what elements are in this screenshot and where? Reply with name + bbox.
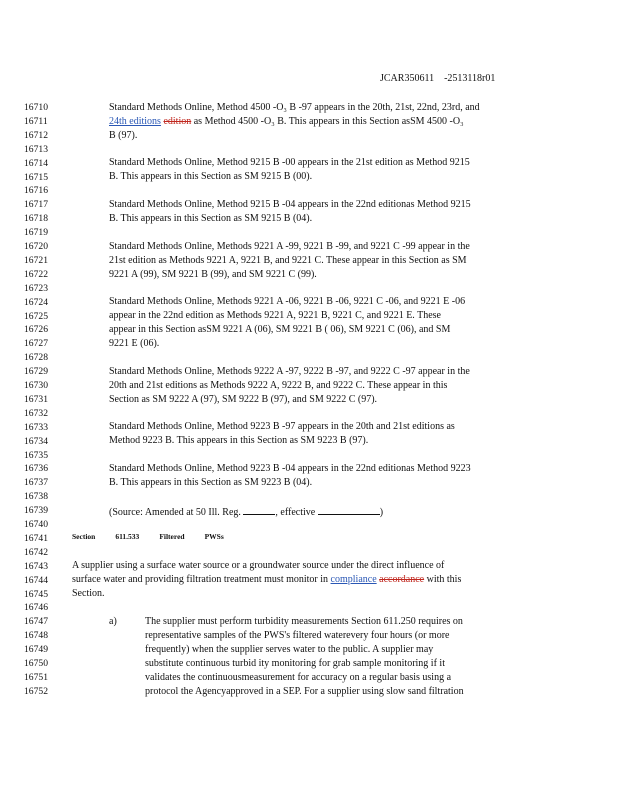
line-number: 16718 bbox=[24, 213, 48, 225]
line-number: 16725 bbox=[24, 310, 48, 322]
source-note: (Source: Amended at 50 Ill. Reg. , effective ) bbox=[109, 507, 384, 518]
text-line-16752: protocol the Agencyapproved in a SEP. For a supplier using slow sand filtration bbox=[145, 686, 464, 697]
line-number: 16730 bbox=[24, 380, 48, 391]
text-line-16727: 9221 E (06). bbox=[109, 338, 160, 349]
line-number: 16747 bbox=[24, 616, 48, 628]
text-line-16731: Section as SM 9222 A (97), SM 9222 B (97), and SM 9222 C (97). bbox=[109, 394, 378, 405]
line-number: 16710 bbox=[24, 102, 48, 113]
text-line-16718: B. This appears in this Section as SM 9215 B (04). bbox=[109, 213, 313, 224]
deleted-text: edition bbox=[163, 116, 192, 127]
text-line-16745: Section. bbox=[72, 588, 105, 599]
line-number: 16737 bbox=[24, 477, 48, 489]
text-line-16717: Standard Methods Online, Method 9215 B -04 appears in the 22nd editionas Method 9215 bbox=[109, 199, 471, 210]
line-number: 16752 bbox=[24, 685, 48, 697]
line-number: 16749 bbox=[24, 644, 48, 656]
text-line-16711: 24th editions edition as Method 4500 -O₃ B. This appears in this Section asSM 4500 -O₃ bbox=[109, 116, 464, 127]
line-number: 16716 bbox=[24, 185, 48, 197]
text-line-16747: The supplier must perform turbidity measurements Section 611.250 requires on bbox=[145, 616, 463, 627]
doc-revision: -2513118r01 bbox=[444, 73, 496, 84]
line-number: 16736 bbox=[24, 463, 48, 475]
line-number: 16750 bbox=[24, 658, 48, 669]
line-number: 16715 bbox=[24, 171, 48, 183]
text-line-16725: appear in the 22nd edition as Methods 9221 A, 9221 B, 9221 C, and 9221 E. These bbox=[109, 310, 441, 321]
inserted-text: compliance bbox=[330, 574, 377, 585]
text-line-16710: Standard Methods Online, Method 4500 -O₃ B -97 appears in the 20th, 21st, 22nd, 23rd, and bbox=[109, 102, 480, 113]
text-line-16720: Standard Methods Online, Methods 9221 A -99, 9221 B -99, and 9221 C -99 appear in the bbox=[109, 241, 470, 252]
line-number: 16740 bbox=[24, 519, 48, 530]
line-number: 16712 bbox=[24, 129, 48, 141]
text-line-16715: B. This appears in this Section as SM 9215 B (00). bbox=[109, 171, 313, 182]
line-number: 16733 bbox=[24, 421, 48, 433]
line-number: 16748 bbox=[24, 630, 48, 642]
line-number: 16720 bbox=[24, 241, 48, 252]
doc-id: JCAR350611 bbox=[380, 73, 435, 84]
text-line-16751: validates the continuousmeasurement for accuracy on a regular basis using a bbox=[145, 672, 452, 683]
line-number: 16741 bbox=[24, 532, 48, 544]
text-line-16733: Standard Methods Online, Method 9223 B -97 appears in the 20th and 21st editions as bbox=[109, 421, 455, 432]
text-line-16730: 20th and 21st editions as Methods 9222 A, 9222 B, and 9222 C. These appear in this bbox=[109, 380, 448, 391]
line-number: 16719 bbox=[24, 227, 48, 239]
line-number: 16743 bbox=[24, 560, 48, 572]
text-line-16736: Standard Methods Online, Method 9223 B -04 appears in the 22nd editionas Method 9223 bbox=[109, 463, 471, 474]
line-number: 16734 bbox=[24, 435, 48, 447]
text-line-16749: frequently) when the supplier serves water to the public. A supplier may bbox=[145, 644, 434, 655]
line-number: 16744 bbox=[24, 574, 48, 586]
line-number: 16751 bbox=[24, 671, 48, 683]
inserted-text: 24th editions bbox=[109, 116, 161, 127]
line-number: 16721 bbox=[24, 254, 48, 266]
line-number: 16729 bbox=[24, 366, 48, 378]
reg-blank bbox=[243, 506, 275, 515]
text-line-16722: 9221 A (99), SM 9221 B (99), and SM 9221 C (99). bbox=[109, 269, 317, 280]
line-number: 16724 bbox=[24, 296, 48, 308]
line-number: 16745 bbox=[24, 588, 48, 600]
line-number: 16735 bbox=[24, 449, 48, 461]
line-number: 16727 bbox=[24, 338, 48, 350]
text-line-16712: B (97). bbox=[109, 130, 138, 141]
line-number: 16732 bbox=[24, 407, 48, 419]
line-number: 16742 bbox=[24, 546, 48, 558]
line-number: 16711 bbox=[24, 115, 48, 127]
text-line-16721: 21st edition as Methods 9221 A, 9221 B, and 9221 C. These appear in this Section as SM bbox=[109, 255, 467, 266]
line-number: 16738 bbox=[24, 491, 48, 503]
page-header bbox=[380, 73, 495, 84]
subsection-marker: a) bbox=[109, 616, 117, 627]
line-number: 16722 bbox=[24, 268, 48, 280]
line-number: 16728 bbox=[24, 352, 48, 364]
text-line-16726: appear in this Section asSM 9221 A (06), SM 9221 B ( 06), SM 9221 C (06), and SM bbox=[109, 324, 451, 335]
text-line-16748: representative samples of the PWS's filtered waterevery four hours (or more bbox=[145, 630, 450, 641]
line-number: 16723 bbox=[24, 282, 48, 294]
effective-blank bbox=[318, 506, 380, 515]
text-line-16729: Standard Methods Online, Methods 9222 A -97, 9222 B -97, and 9222 C -97 appear in the bbox=[109, 366, 470, 377]
deleted-text: accordance bbox=[379, 574, 425, 585]
section-heading: Section 611.533 Filtered PWSs bbox=[72, 532, 224, 541]
line-number: 16714 bbox=[24, 157, 48, 169]
text-line-16750: substitute continuous turbid ity monitoring for grab sample monitoring if it bbox=[145, 658, 445, 669]
line-number: 16746 bbox=[24, 602, 48, 614]
line-number: 16731 bbox=[24, 393, 48, 405]
text-line-16744: surface water and providing filtration treatment must monitor in compliance accordance with this bbox=[72, 574, 462, 585]
text-line-16737: B. This appears in this Section as SM 9223 B (04). bbox=[109, 477, 313, 488]
text-line-16734: Method 9223 B. This appears in this Section as SM 9223 B (97). bbox=[109, 435, 369, 446]
line-number: 16717 bbox=[24, 199, 48, 211]
text-line-16743: A supplier using a surface water source or a groundwater source under the direct influence of bbox=[72, 560, 445, 571]
text-line-16724: Standard Methods Online, Methods 9221 A -06, 9221 B -06, 9221 C -06, and 9221 E -06 bbox=[109, 296, 466, 307]
text-line-16714: Standard Methods Online, Method 9215 B -00 appears in the 21st edition as Method 9215 bbox=[109, 157, 470, 168]
line-number: 16739 bbox=[24, 505, 48, 517]
line-number: 16713 bbox=[24, 143, 48, 155]
line-number: 16726 bbox=[24, 324, 48, 336]
